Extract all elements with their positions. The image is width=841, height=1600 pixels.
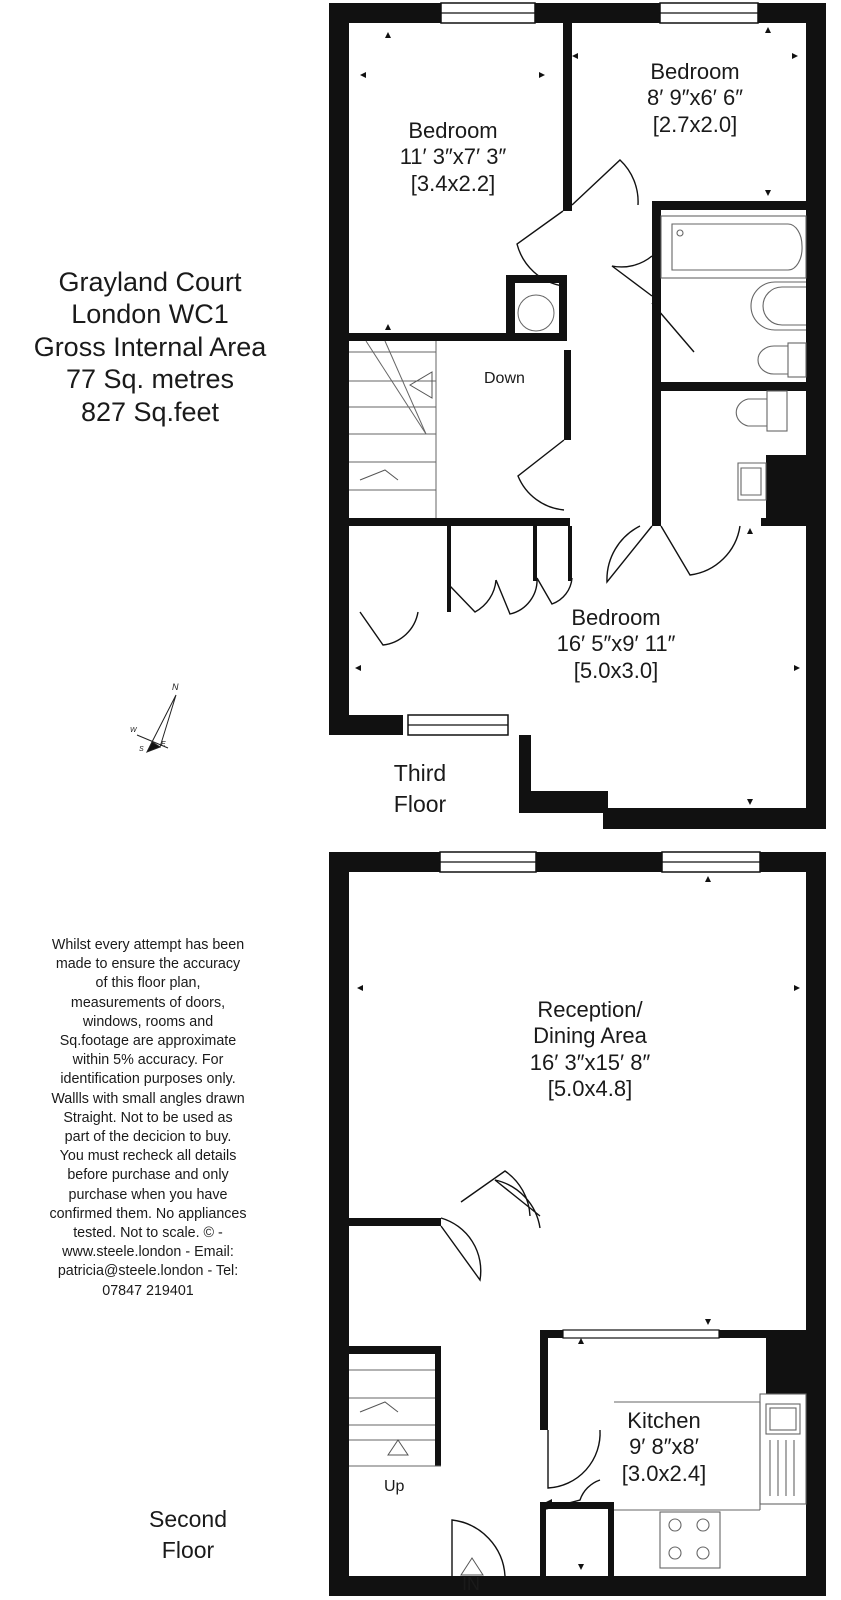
room-size-imperial: 8′ 9″x6′ 6″ bbox=[647, 85, 743, 111]
compass-n: N bbox=[172, 682, 179, 692]
room-name: Bedroom bbox=[571, 605, 661, 630]
room-label-reception bbox=[505, 997, 675, 1103]
second-floor-staircase bbox=[349, 1370, 483, 1575]
room-size-imperial: 11′ 3″x7′ 3″ bbox=[399, 144, 507, 170]
room-name-line2: Dining Area bbox=[533, 1023, 647, 1049]
compass-w: W bbox=[130, 727, 137, 734]
room-size-metric: [5.0x4.8] bbox=[547, 1076, 633, 1102]
property-info bbox=[0, 266, 300, 428]
room-size-imperial: 9′ 8″x8′ bbox=[629, 1434, 699, 1460]
stairs-up-label: Up bbox=[384, 1478, 405, 1495]
disclaimer-line: tested. Not to scale. © - bbox=[73, 1225, 223, 1242]
room-name: Kitchen bbox=[627, 1408, 701, 1433]
area-sqm: 77 Sq. metres bbox=[65, 364, 235, 395]
disclaimer-line: part of the decicion to buy. bbox=[64, 1129, 232, 1146]
room-name-line1: Reception/ bbox=[537, 997, 643, 1022]
room-size-metric: [2.7x2.0] bbox=[652, 111, 738, 137]
compass-s: S bbox=[139, 746, 144, 753]
property-city: London WC1 bbox=[71, 299, 229, 330]
room-size-imperial: 16′ 3″x15′ 8″ bbox=[529, 1049, 651, 1075]
room-label-bedroom-2 bbox=[616, 59, 774, 138]
area-label: Gross Internal Area bbox=[33, 331, 267, 362]
disclaimer-line: within 5% accuracy. For bbox=[72, 1052, 224, 1069]
disclaimer-line: confirmed them. No appliances bbox=[49, 1205, 247, 1222]
third-floor-boiler bbox=[518, 295, 554, 331]
third-floor-wardrobes bbox=[447, 526, 572, 612]
room-name: Bedroom bbox=[650, 59, 740, 84]
room-size-metric: [3.4x2.2] bbox=[410, 170, 496, 196]
stairs-down-label: Down bbox=[484, 370, 525, 387]
disclaimer-line: Whilst every attempt has been bbox=[51, 937, 245, 953]
disclaimer-line: You must recheck all details bbox=[59, 1148, 237, 1165]
compass-e: E bbox=[161, 741, 166, 748]
third-floor-staircase bbox=[349, 341, 436, 518]
disclaimer-line: identification purposes only. bbox=[60, 1071, 236, 1088]
disclaimer-line: made to ensure the accuracy bbox=[55, 956, 241, 973]
room-label-kitchen bbox=[590, 1408, 738, 1487]
room-name: Bedroom bbox=[408, 118, 498, 143]
disclaimer-line: windows, rooms and bbox=[82, 1013, 214, 1030]
area-sqft: 827 Sq.feet bbox=[80, 396, 220, 427]
room-size-imperial: 16′ 5″x9′ 11″ bbox=[556, 631, 676, 657]
disclaimer-line: Wallls with small angles drawn bbox=[51, 1090, 245, 1107]
room-label-bedroom-1 bbox=[374, 118, 532, 197]
disclaimer-line: 07847 219401 bbox=[102, 1282, 194, 1299]
compass-icon bbox=[137, 695, 176, 752]
disclaimer-line: Straight. Not to be used as bbox=[63, 1109, 233, 1126]
second-floor-label: Second Floor bbox=[148, 1506, 227, 1564]
disclaimer-line: before purchase and only bbox=[67, 1167, 229, 1184]
disclaimer-line: Sq.footage are approximate bbox=[59, 1033, 237, 1050]
room-size-metric: [3.0x2.4] bbox=[621, 1460, 707, 1486]
second-floor-doors bbox=[441, 1171, 600, 1576]
disclaimer-line: of this floor plan, bbox=[95, 975, 201, 992]
disclaimer-text bbox=[8, 936, 288, 1301]
second-floor-internal-walls bbox=[349, 1218, 806, 1576]
third-floor-label: Third Floor bbox=[393, 760, 447, 818]
disclaimer-line: measurements of doors, bbox=[70, 994, 226, 1011]
disclaimer-line: www.steele.london - Email: bbox=[62, 1244, 234, 1261]
disclaimer-line: patricia@steele.london - Tel: bbox=[57, 1263, 239, 1280]
disclaimer-line: purchase when you have bbox=[68, 1186, 228, 1203]
kitchen-serving-window bbox=[563, 1330, 719, 1338]
entrance-label: IN bbox=[462, 1574, 480, 1594]
property-name: Grayland Court bbox=[58, 267, 242, 297]
room-size-metric: [5.0x3.0] bbox=[573, 657, 659, 683]
room-label-bedroom-3 bbox=[536, 605, 696, 684]
